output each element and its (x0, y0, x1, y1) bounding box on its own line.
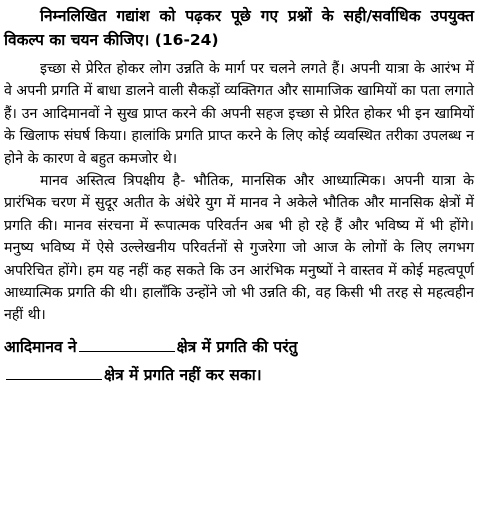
answer-blank-2 (6, 365, 102, 380)
question-text (4, 333, 474, 389)
instruction-text: निम्नलिखित गद्यांश को पढ़कर पूछे गए प्रश्नों के सही/सर्वाधिक उपयुक्त विकल्प का चयन कीजिए। (16-24) (4, 7, 474, 49)
question-part-3: क्षेत्र में प्रगति नहीं कर सका। (104, 365, 262, 384)
question-part-2: क्षेत्र में प्रगति की परंतु (176, 337, 298, 356)
passage-paragraph-1: इच्छा से प्रेरित होकर लोग उन्नति के मार्ग पर चलने लगते हैं। अपनी यात्रा के आरंभ में वे अपनी प्रगति में बाधा डालने वाली सैकड़ों व्यक्तिगत और सामाजिक खामियों का पता लगाते हैं। उन आदिमानवों ने सुख प्राप्त करने की अपनी सहज इच्छा से प्रेरित होकर भी इन खामियों के खिलाफ संघर्ष किया। हालांकि प्रगति प्राप्त करने के लिए कोई व्यवस्थित तरीका उपलब्ध न होने के कारण वे बहुत कमजोर थे। (4, 61, 474, 167)
question-part-1: आदिमानव ने (4, 337, 77, 356)
answer-blank-1 (79, 337, 175, 352)
passage-paragraph-2: मानव अस्तित्व त्रिपक्षीय है- भौतिक, मानसिक और आध्यात्मिक। अपनी यात्रा के प्रारंभिक चरण में सुदूर अतीत के अंधेरे युग में मानव ने अकेले भौतिक और मानसिक क्षेत्रों में प्रगति की। मानव संरचना में रूपात्मक परिवर्तन अब भी हो रहे हैं और भविष्य में भी होंगे। मनुष्य भविष्य में ऐसे उल्लेखनीय परिवर्तनों से गुजरेगा जो आज के लोगों के लिए लगभग अपरिचित होंगे। हम यह नहीं कह सकते कि उन आरंभिक मनुष्यों ने वास्तव में कोई महत्वपूर्ण आध्यात्मिक प्रगति की थी। हालाँकि उन्होंने जो भी उन्नति की, वह किसी भी तरह से महत्वहीन नहीं थी। (4, 173, 474, 324)
